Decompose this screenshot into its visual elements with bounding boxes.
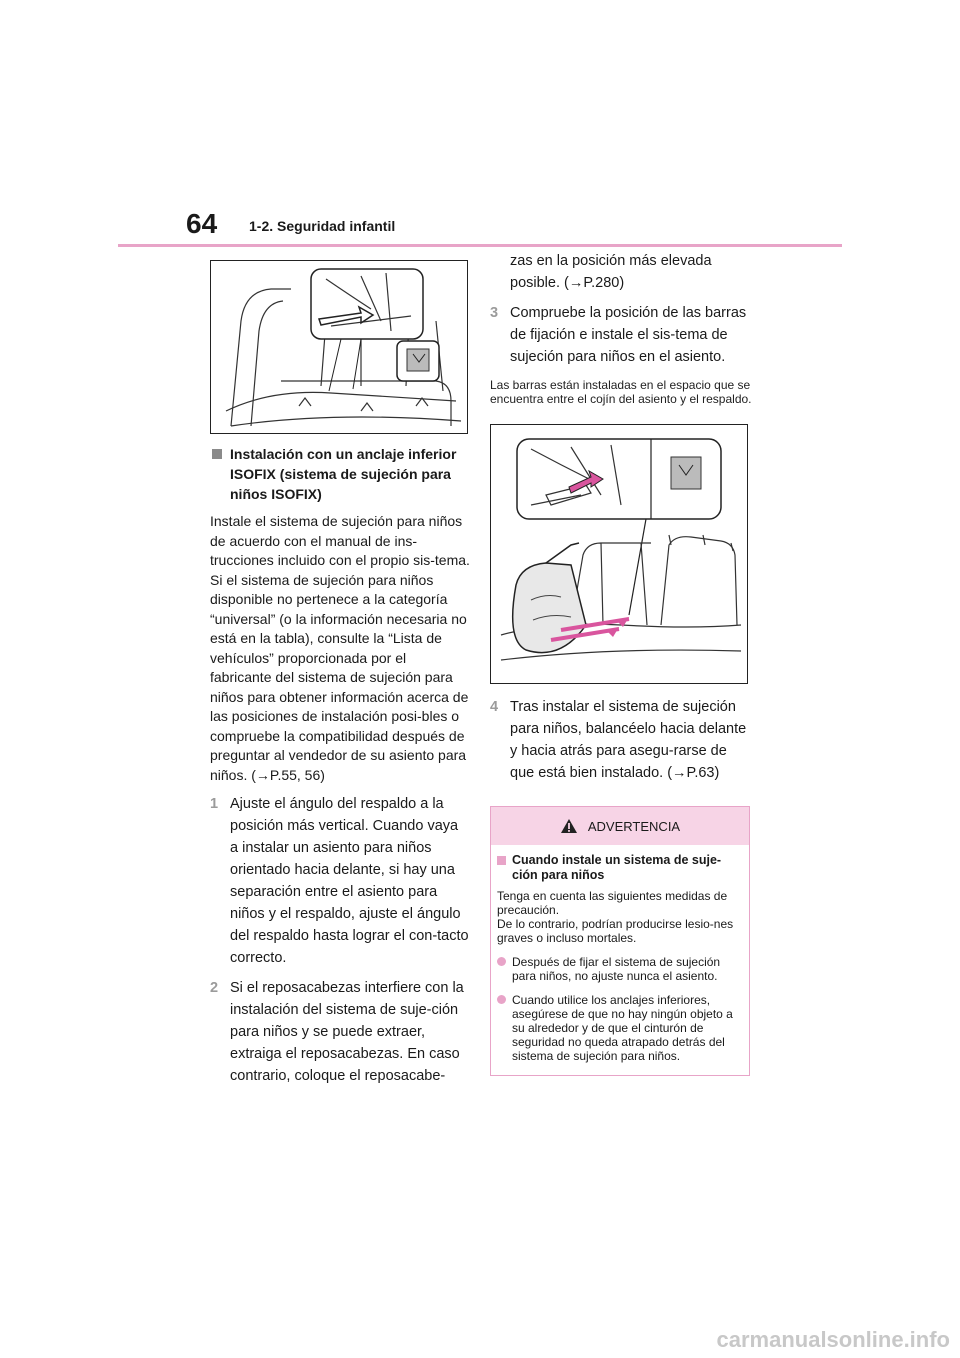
warning-body xyxy=(491,845,749,1075)
figure-seat-anchors xyxy=(210,260,468,434)
left-column xyxy=(210,260,470,1087)
warning-triangle-icon xyxy=(560,818,578,834)
child-seat-illustration xyxy=(491,425,747,683)
bar-location-note: Las barras están instaladas en el espacio que se encuentra entre el cojín del asiento y el respaldo. xyxy=(490,378,752,406)
header-divider xyxy=(118,244,842,247)
step-3: 3 Compruebe la posición de las barras de fijación e instale el sis-tema de sujeción para niños en el asiento. xyxy=(490,305,747,365)
warning-heading: Cuando instale un sistema de suje-ción para niños xyxy=(497,853,741,883)
isofix-instructions: Instale el sistema de sujeción para niños de acuerdo con el manual de ins-trucciones incluido con el propio sis-tema. Si el sistema de sujeción para niños disponible no pertenece a la categoría “universal” (o la información necesaria no está en la tabla), consulte la “Lista de vehículos” proporcionada por el fabricante del sistema de sujeción para niños para obtener información acerca de las posiciones de instalación posi-bles o compruebe la compatibilidad después de preguntar al vendedor de su asiento para niños. (→P.55, 56) xyxy=(210,513,470,783)
warning-header xyxy=(491,807,749,845)
step-1: 1 Ajuste el ángulo del respaldo a la posición más vertical. Cuando vaya a instalar un asiento para niños orientado hacia delante, si hay una separación entre el asiento para niños y el respaldo, ajuste el ángulo del respaldo hasta lograr el con-tacto correcto. xyxy=(210,796,469,966)
warning-bullet: Después de fijar el sistema de sujeción para niños, no ajuste nunca el asiento. xyxy=(497,955,741,983)
square-bullet-icon xyxy=(497,856,506,865)
step-4: 4 Tras instalar el sistema de sujeción para niños, balancéelo hacia delante y hacia atrás para asegu-rarse de que está bien instalado. (→P.63) xyxy=(490,699,747,781)
step-2-continued: zas en la posición más elevada posible. (→P.280) xyxy=(510,253,712,291)
watermark: carmanualsonline.info xyxy=(716,1327,950,1352)
section-title: 1-2. Seguridad infantil xyxy=(249,218,396,234)
right-column xyxy=(490,250,752,1076)
warning-box xyxy=(490,806,750,1076)
warning-text: Tenga en cuenta las siguientes medidas de precaución. De lo contrario, podrían producirse lesio-nes graves o incluso mortales. xyxy=(497,889,734,945)
figure-child-seat-install xyxy=(490,424,748,684)
isofix-heading: Instalación con un anclaje inferior ISOFIX (sistema de sujeción para niños ISOFIX) xyxy=(210,444,470,504)
page-number: 64 xyxy=(186,208,218,239)
circle-bullet-icon xyxy=(497,995,506,1004)
step-2: 2 Si el reposacabezas interfiere con la instalación del sistema de suje-ción para niños y se puede extraer, extraiga el reposacabezas. En caso contrario, coloque el reposacabe- xyxy=(210,980,464,1084)
square-bullet-icon xyxy=(212,449,222,459)
seat-illustration xyxy=(211,261,467,433)
warning-bullet: Cuando utilice los anclajes inferiores, asegúrese de que no hay ningún objeto a su alrededor y de que el cinturón de seguridad no queda atrapado detrás del sistema de sujeción para niños. xyxy=(497,993,741,1063)
circle-bullet-icon xyxy=(497,957,506,966)
warning-title: ADVERTENCIA xyxy=(587,818,681,834)
